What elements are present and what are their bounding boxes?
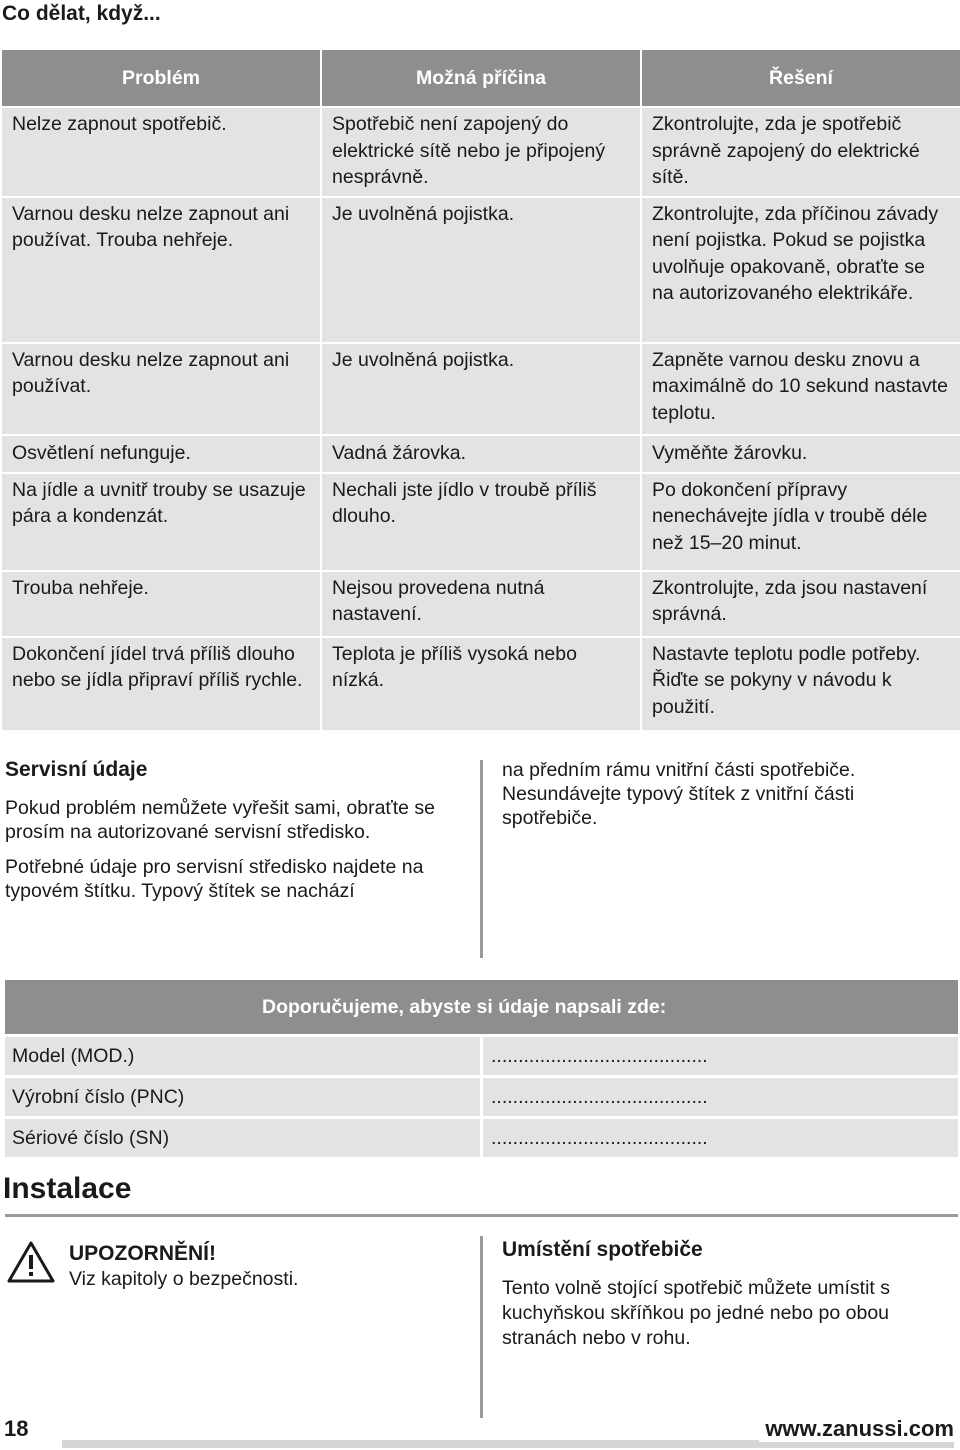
column-divider: [480, 1236, 483, 1418]
problem-cell: Na jídle a uvnitř trouby se usazuje pára a kondenzát.: [2, 474, 320, 570]
column-header-cause: Možná příčina: [322, 50, 640, 106]
service-info: [5, 758, 465, 914]
service-paragraph: Potřebné údaje pro servisní středisko najdete na typovém štítku. Typový štítek se nachází: [5, 856, 424, 902]
section-title: Co dělat, když...: [2, 2, 161, 25]
placement-title: Umístění spotřebiče: [502, 1238, 703, 1261]
table-row: [2, 638, 960, 730]
table-row: [2, 572, 960, 636]
solution-cell: Zkontrolujte, zda je spotřebič správně zapojený do elektrické sítě.: [642, 108, 960, 196]
problem-cell: Dokončení jídel trvá příliš dlouho nebo se jídla připraví příliš rychle.: [2, 638, 320, 730]
warning-title: UPOZORNĚNÍ!: [69, 1242, 216, 1265]
column-header-problem: Problém: [2, 50, 320, 106]
record-label: Sériové číslo (SN): [5, 1119, 480, 1157]
column-header-solution: Řešení: [642, 50, 960, 106]
record-row: [5, 1078, 958, 1116]
warning-text: Viz kapitoly o bezpečnosti.: [69, 1268, 299, 1290]
page-number: 18: [4, 1416, 29, 1441]
cause-cell: Vadná žárovka.: [322, 436, 640, 472]
cause-cell: Nejsou provedena nutná nastavení.: [322, 572, 640, 636]
section-divider: [5, 1214, 958, 1217]
service-paragraph: na předním rámu vnitřní části spotřebiče. Nesundávejte typový štítek z vnitřní části spotřebiče.: [502, 759, 856, 829]
table-row: [2, 474, 960, 570]
troubleshooting-table: [0, 48, 960, 732]
record-label: Model (MOD.): [5, 1037, 480, 1075]
solution-cell: Zapněte varnou desku znovu a maximálně do 10 sekund nastavte teplotu.: [642, 344, 960, 434]
installation-title: Instalace: [3, 1172, 132, 1205]
table-row: [2, 108, 960, 196]
table-row: [2, 344, 960, 434]
solution-cell: Zkontrolujte, zda jsou nastavení správná.: [642, 572, 960, 636]
problem-cell: Trouba nehřeje.: [2, 572, 320, 636]
table-header-row: [2, 50, 960, 106]
table-row: [2, 436, 960, 472]
cause-cell: Spotřebič není zapojený do elektrické sítě nebo je připojený nesprávně.: [322, 108, 640, 196]
problem-cell: Varnou desku nelze zapnout ani používat. Trouba nehřeje.: [2, 198, 320, 342]
record-value-field: ........................................: [483, 1037, 958, 1075]
record-value-field: ........................................: [483, 1078, 958, 1116]
record-table-header: [5, 980, 958, 1034]
cause-cell: Je uvolněná pojistka.: [322, 344, 640, 434]
record-row: [5, 1037, 958, 1075]
solution-cell: Po dokončení přípravy nenechávejte jídla v troubě déle než 15–20 minut.: [642, 474, 960, 570]
record-value-field: ........................................: [483, 1119, 958, 1157]
service-paragraph: Pokud problém nemůžete vyřešit sami, obraťte se prosím na autorizované servisní středisko.: [5, 797, 436, 843]
problem-cell: Nelze zapnout spotřebič.: [2, 108, 320, 196]
placement-text: Tento volně stojící spotřebič můžete umístit s kuchyňskou skříňkou po jedné nebo po obou stranách nebo v rohu.: [502, 1277, 891, 1349]
record-header-label: Doporučujeme, abyste si údaje napsali zde:: [262, 995, 667, 1018]
column-divider: [480, 760, 483, 958]
cause-cell: Je uvolněná pojistka.: [322, 198, 640, 342]
warning-triangle-icon: [7, 1240, 55, 1284]
footer-url: www.zanussi.com: [759, 1416, 954, 1442]
problem-cell: Varnou desku nelze zapnout ani používat.: [2, 344, 320, 434]
cause-cell: Teplota je příliš vysoká nebo nízká.: [322, 638, 640, 730]
solution-cell: Vyměňte žárovku.: [642, 436, 960, 472]
cause-cell: Nechali jste jídlo v troubě příliš dlouho.: [322, 474, 640, 570]
solution-cell: Nastavte teplotu podle potřeby. Řiďte se pokyny v návodu k použití.: [642, 638, 960, 730]
record-label: Výrobní číslo (PNC): [5, 1078, 480, 1116]
solution-cell: Zkontrolujte, zda příčinou závady není pojistka. Pokud se pojistka uvolňuje opakovaně, obraťte se na autorizovaného elektrikáře.: [642, 198, 960, 342]
problem-cell: Osvětlení nefunguje.: [2, 436, 320, 472]
record-row: [5, 1119, 958, 1157]
service-title: Servisní údaje: [5, 758, 148, 781]
table-row: [2, 198, 960, 342]
